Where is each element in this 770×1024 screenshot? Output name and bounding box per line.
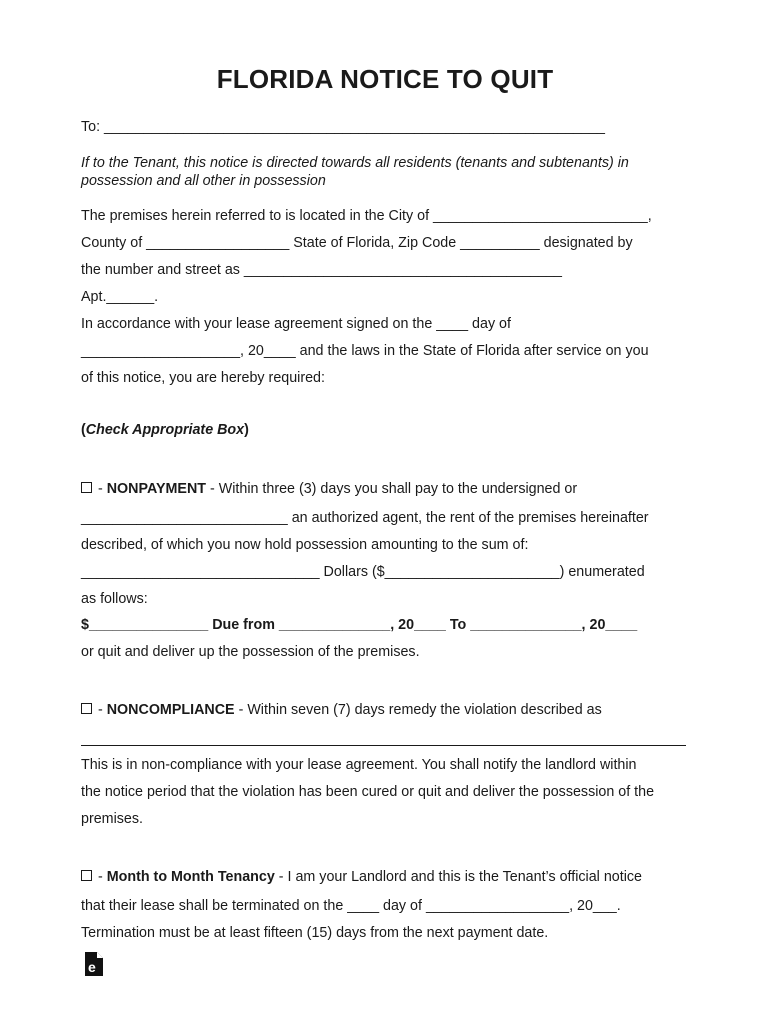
noncompliance-text-1: - Within seven (7) days remedy the violation described as <box>234 702 602 718</box>
lease-line-2: ____________________, 20____ and the laws in the State of Florida after service on you <box>81 343 649 359</box>
month-to-month-checkbox[interactable] <box>81 870 92 881</box>
nonpayment-line-7: or quit and deliver up the possession of the premises. <box>81 644 420 660</box>
noncompliance-label: NONCOMPLIANCE <box>106 702 235 718</box>
lease-line-3: of this notice, you are hereby required: <box>81 370 325 386</box>
svg-text:e: e <box>88 959 96 975</box>
premises-line-2: County of __________________ State of Florida, Zip Code __________ designated by <box>81 235 633 251</box>
tenant-note-line-1: If to the Tenant, this notice is directed towards all residents (tenants and subtenants) in <box>81 155 629 171</box>
paren-open: ( <box>81 422 86 438</box>
month-to-month-option <box>81 868 642 886</box>
check-box-label: Check Appropriate Box <box>85 422 245 438</box>
nonpayment-line-5: as follows: <box>81 591 148 607</box>
lease-line-1: In accordance with your lease agreement signed on the ____ day of <box>81 316 511 332</box>
month-to-month-line-2: that their lease shall be terminated on the ____ day of __________________, 20___. <box>81 898 621 914</box>
noncompliance-line-4: premises. <box>81 811 143 827</box>
noncompliance-dash: - <box>94 702 107 718</box>
month-to-month-line-3: Termination must be at least fifteen (15) days from the next payment date. <box>81 925 549 941</box>
tenant-note-line-2: possession and all other in possession <box>81 173 326 189</box>
nonpayment-label: NONPAYMENT <box>106 481 207 497</box>
nonpayment-line-4: ______________________________ Dollars ($______________________) enumerated <box>81 564 645 580</box>
paren-close: ) <box>244 422 249 438</box>
noncompliance-option <box>81 701 602 719</box>
nonpayment-dash: - <box>94 481 107 497</box>
premises-line-1: The premises herein referred to is located in the City of ___________________________, <box>81 208 652 224</box>
nonpayment-checkbox[interactable] <box>81 482 92 493</box>
violation-blank-line <box>81 745 686 746</box>
noncompliance-checkbox[interactable] <box>81 703 92 714</box>
month-to-month-label: Month to Month Tenancy <box>106 869 275 885</box>
noncompliance-line-3: the notice period that the violation has been cured or quit and deliver the possession of the <box>81 784 655 800</box>
nonpayment-text-1: - Within three (3) days you shall pay to the undersigned or <box>206 481 578 497</box>
to-line: To: _______________________________________________________________ <box>81 119 605 135</box>
check-box-instruction <box>81 421 249 439</box>
nonpayment-option <box>81 480 577 498</box>
nonpayment-line-6: $_______________ Due from ______________, 20____ To ______________, 20____ <box>81 617 638 633</box>
premises-line-4: Apt.______. <box>81 289 159 305</box>
document-title: FLORIDA NOTICE TO QUIT <box>216 64 554 94</box>
month-to-month-text-1: - I am your Landlord and this is the Tenant’s official notice <box>274 869 642 885</box>
month-to-month-dash: - <box>94 869 107 885</box>
nonpayment-line-3: described, of which you now hold possession amounting to the sum of: <box>81 537 529 553</box>
noncompliance-line-2: This is in non-compliance with your lease agreement. You shall notify the landlord within <box>81 757 637 773</box>
premises-line-3: the number and street as ________________________________________ <box>81 262 562 278</box>
eforms-logo-icon <box>85 952 103 981</box>
nonpayment-line-2: __________________________ an authorized agent, the rent of the premises hereinafter <box>81 510 649 526</box>
